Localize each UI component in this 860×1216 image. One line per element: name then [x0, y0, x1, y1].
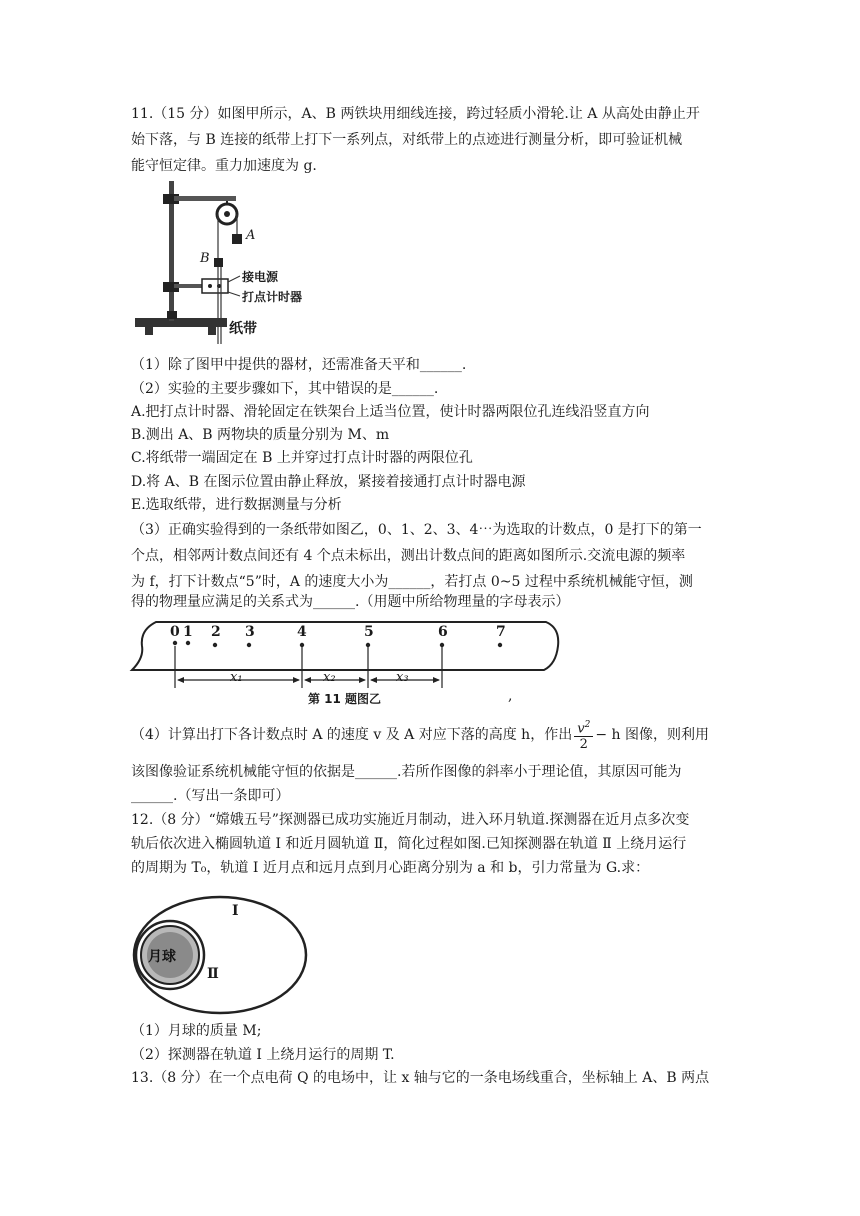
label-orbit-1: Ⅰ	[232, 903, 239, 919]
label-b: B	[200, 251, 210, 266]
q11-part-2: （2）实验的主要步骤如下，其中错误的是______.	[131, 381, 439, 397]
q11-part-3-line-2: 个点，相邻两计数点间还有 4 个点未标出，测出计数点间的距离如图所示.交流电源的频率	[131, 548, 686, 564]
q11-option-c: C.将纸带一端固定在 B 上并穿过打点计时器的两限位孔	[131, 450, 473, 466]
label-orbit-2: Ⅱ	[207, 966, 219, 982]
tape-point-0: 0	[170, 624, 180, 640]
q11-option-a: A.把打点计时器、滑轮固定在铁架台上适当位置，使计时器两限位孔连线沿竖直方向	[131, 404, 650, 420]
tape-point-2: 2	[211, 624, 221, 640]
fraction-denominator: 2	[579, 737, 588, 753]
q11-part-4-line-2: 该图像验证系统机械能守恒的依据是______.若所作图像的斜率小于理论值，其原因可能为	[131, 764, 682, 780]
fraction-numerator: $v^2$	[574, 718, 593, 737]
q11-option-b: B.测出 A、B 两物块的质量分别为 M、m	[131, 427, 390, 443]
q11-part-1: （1）除了图甲中提供的器材，还需准备天平和______.	[131, 357, 467, 373]
tape-dim-x2: x₂	[323, 670, 336, 685]
q11-part-4-pre: （4）计算出打下各计数点时 A 的速度 v 及 A 对应下落的高度 h，作出	[131, 727, 573, 743]
q12-line-1: 12.（8 分）“嫦娥五号”探测器已成功实施近月制动，进入环月轨道.探测器在近月点多次变	[131, 812, 690, 828]
label-power: 接电源	[242, 270, 279, 284]
q11-option-e: E.选取纸带，进行数据测量与分析	[131, 497, 342, 513]
label-timer: 打点计时器	[242, 290, 303, 304]
q11-part-4-post: − h 图像，则利用	[595, 727, 709, 743]
label-tape: 纸带	[229, 321, 257, 337]
q11-part-3-line-3: 为 f，打下计数点“5”时，A 的速度大小为______，若打点 0~5 过程中系统机械能守恒，测	[131, 574, 693, 590]
tape-point-5: 5	[364, 624, 374, 640]
q11-part-3-line-1: （3）正确实验得到的一条纸带如图乙，0、1、2、3、4⋯为选取的计数点，0 是打下的第一	[131, 522, 702, 538]
tape-point-4: 4	[297, 624, 307, 640]
figure-apparatus	[130, 178, 303, 348]
label-a: A	[246, 228, 256, 243]
tape-dim-x3: x₃	[396, 670, 409, 685]
label-moon: 月球	[148, 949, 176, 965]
q11-option-d: D.将 A、B 在图示位置由静止释放，紧接着接通打点计时器电源	[131, 474, 526, 490]
q13-line-1: 13.（8 分）在一个点电荷 Q 的电场中，让 x 轴与它的一条电场线重合，坐标轴上 A、B 两点	[131, 1070, 710, 1086]
q12-line-2: 轨后依次进入椭圆轨道 Ⅰ 和近月圆轨道 Ⅱ，简化过程如图.已知探测器在轨道 Ⅱ 上绕月运行	[131, 836, 687, 852]
tape-mark: ,	[508, 688, 513, 704]
q12-item-1: （1）月球的质量 M;	[131, 1023, 262, 1039]
q11-part-4-line-1	[131, 716, 709, 754]
q11-line-1: 11.（15 分）如图甲所示，A、B 两铁块用细线连接，跨过轻质小滑轮.让 A 从高处由静止开	[131, 106, 700, 122]
q11-part-4-line-3: ______.（写出一条即可）	[131, 788, 290, 804]
q11-part-3-line-4: 得的物理量应满足的关系式为______.（用题中所给物理量的字母表示）	[131, 594, 570, 610]
q11-line-3: 能守恒定律。重力加速度为 g.	[131, 158, 317, 174]
q12-line-3: 的周期为 T₀，轨道 Ⅰ 近月点和远月点到月心距离分别为 a 和 b，引力常量为 G.求：	[131, 860, 650, 876]
tape-point-1: 1	[183, 624, 193, 640]
tape-point-6: 6	[438, 624, 448, 640]
q12-item-2: （2）探测器在轨道 Ⅰ 上绕月运行的周期 T.	[131, 1047, 395, 1063]
tape-dim-x1: x₁	[230, 670, 243, 685]
tape-point-3: 3	[245, 624, 255, 640]
tape-caption: 第 11 题图乙	[308, 692, 382, 706]
tape-point-7: 7	[496, 624, 506, 640]
fraction-v2-over-2	[574, 718, 593, 752]
q11-line-2: 始下落，与 B 连接的纸带上打下一系列点，对纸带上的点迹进行测量分析，即可验证机械	[131, 132, 683, 148]
